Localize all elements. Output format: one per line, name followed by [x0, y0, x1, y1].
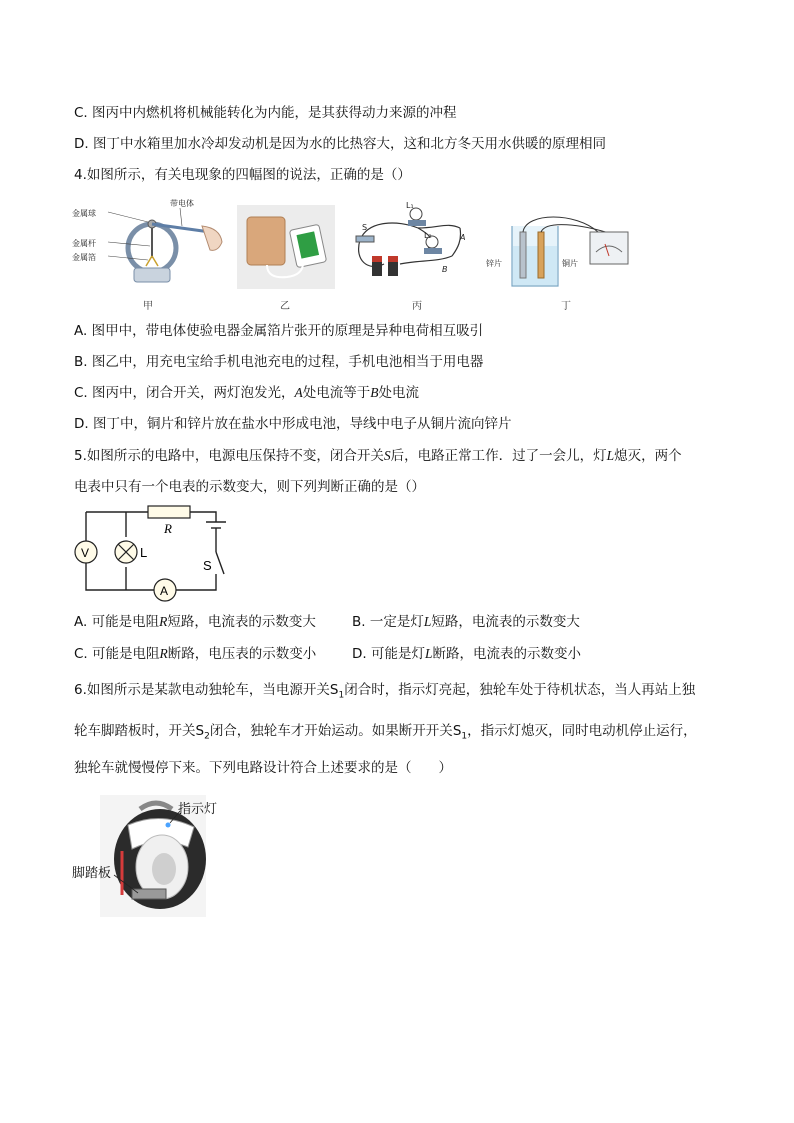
svg-text:铜片: 铜片	[562, 259, 578, 268]
q3-option-c: C. 图丙中内燃机将机械能转化为内能，是其获得动力来源的冲程	[74, 105, 457, 121]
q5-option-c: C. 可能是电阻R断路，电压表的示数变小	[74, 646, 317, 662]
svg-text:带电体: 带电体	[170, 199, 194, 208]
figure-bing-circuit	[348, 200, 478, 290]
svg-text:脚踏板: 脚踏板	[72, 866, 112, 881]
svg-text:金属杆: 金属杆	[72, 239, 96, 248]
q4-option-c: C. 图丙中，闭合开关，两灯泡发光，A处电流等于B处电流	[74, 385, 420, 401]
caption-yi: 乙	[280, 301, 290, 312]
caption-ding: 丁	[561, 301, 571, 312]
hand	[202, 226, 222, 250]
svg-text:锌片: 锌片	[486, 259, 502, 268]
q4-stem: 4.如图所示，有关电现象的四幅图的说法，正确的是（）	[74, 167, 411, 183]
q6-stem-line1: 6.如图所示是某款电动独轮车，当电源开关$S_1$闭合时，指示灯亮起，独轮车处于待机状态，当人再站上独	[74, 682, 696, 701]
svg-text:指示灯: 指示灯	[178, 802, 218, 817]
foot-pedal	[132, 889, 166, 899]
zinc-plate	[520, 232, 526, 278]
q5-option-b: B. 一定是灯L短路，电流表的示数变大	[352, 614, 580, 630]
q6-stem-line2: 轮车脚踏板时，开关$S_2$闭合，独轮车才开始运动。如果断开开关$S_1$，指示灯熄灭，同时电动机停止运行，	[74, 723, 697, 742]
svg-text:L₁: L₁	[406, 201, 414, 210]
caption-jia: 甲	[143, 301, 153, 312]
svg-text:金属箔: 金属箔	[72, 253, 96, 262]
q4-option-d: D. 图丁中，铜片和锌片放在盐水中形成电池，导线中电子从铜片流向锌片	[74, 416, 512, 432]
indicator-light	[166, 823, 171, 828]
switch-s	[356, 236, 374, 242]
q6-stem-line3: 独轮车就慢慢停下来。下列电路设计符合上述要求的是（ ）	[74, 760, 452, 776]
svg-text:金属球: 金属球	[72, 209, 96, 218]
q4-option-b: B. 图乙中，用充电宝给手机电池充电的过程，手机电池相当于用电器	[74, 354, 484, 370]
figure-jia-electroscope	[70, 196, 230, 292]
svg-text:R: R	[164, 521, 172, 536]
electroscope-base	[134, 268, 170, 282]
q5-stem-line1: 5.如图所示的电路中，电源电压保持不变，闭合开关S后，电路正常工作．过了一会儿，灯L熄灭，两个	[74, 448, 682, 464]
svg-text:S: S	[362, 223, 368, 232]
figure-yi-powerbank	[237, 205, 335, 289]
svg-text:L: L	[140, 545, 148, 560]
voltmeter	[590, 232, 628, 264]
q5-option-d: D. 可能是灯L断路，电流表的示数变小	[352, 646, 581, 662]
q5-option-a: A. 可能是电阻R短路，电流表的示数变大	[74, 614, 316, 630]
svg-text:L₂: L₂	[424, 231, 432, 240]
figure-ding-battery	[486, 212, 632, 292]
q6-unicycle-figure	[70, 795, 218, 919]
power-bank	[247, 217, 285, 265]
q4-option-a: A. 图甲中，带电体使验电器金属箔片张开的原理是异种电荷相互吸引	[74, 323, 484, 339]
svg-text:A: A	[160, 584, 169, 598]
q3-option-d: D. 图丁中水箱里加水冷却发动机是因为水的比热容大，这和北方冬天用水供暖的原理相同	[74, 136, 606, 152]
copper-plate	[538, 232, 544, 278]
svg-text:S: S	[203, 558, 212, 573]
q5-stem-line2: 电表中只有一个电表的示数变大，则下列判断正确的是（）	[74, 479, 425, 495]
svg-text:A: A	[460, 233, 466, 242]
q5-circuit-diagram	[72, 500, 232, 604]
svg-text:V: V	[81, 546, 90, 560]
svg-text:B: B	[442, 265, 448, 274]
resistor-r	[148, 506, 190, 518]
switch-s	[216, 552, 224, 574]
caption-bing: 丙	[412, 301, 422, 312]
